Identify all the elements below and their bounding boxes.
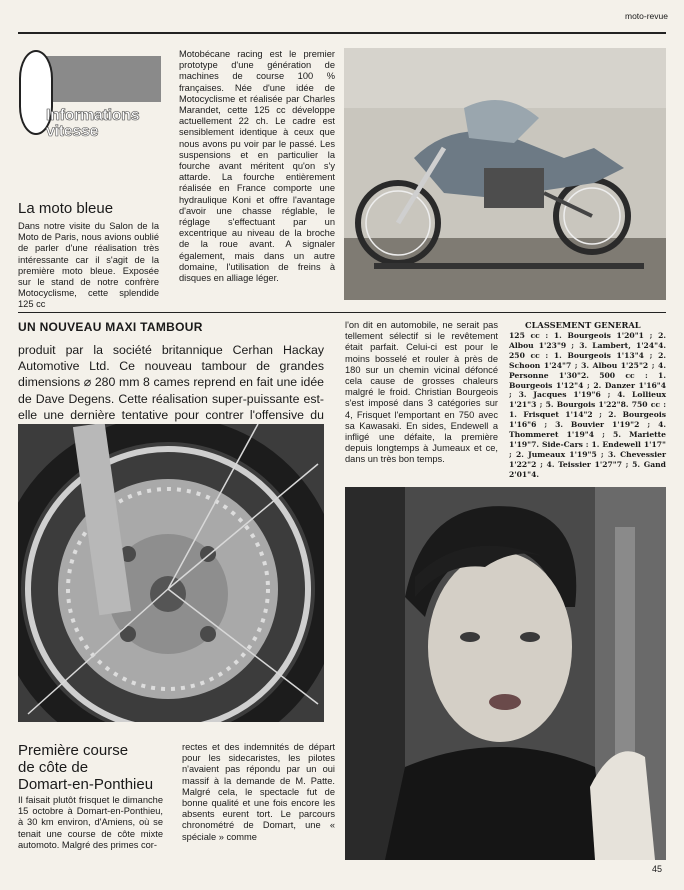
article-title-maxi-tambour: UN NOUVEAU MAXI TAMBOUR <box>18 320 203 334</box>
title-line3: Domart-en-Ponthieu <box>18 776 154 793</box>
title-line1: Première course <box>18 742 129 759</box>
magazine-name: moto-revue <box>625 11 668 21</box>
photo-blue-motorcycle <box>344 48 666 300</box>
article-title-premiere-course <box>18 742 153 793</box>
article-moto-bleue-col1: Dans notre visite du Salon de la Moto de Paris, nous avions oublié de parler d'une réalisation très intéressante car il s'agit de la première moto bleue. Exposée sur le stand de notre confrère Motocyclisme, cette splendide 125 cc <box>18 221 159 310</box>
article-maxi-tambour-body: produit par la société britannique Cerhan Hackay Automotive Ltd. Ce nouveau tambour de grandes dimensions ⌀ 280 mm 8 cames reprend en fait une idée de Dave Degens. Cette réalisation super-puissante est-elle une dernière tentative pour contrer l'offensive du <box>18 343 324 422</box>
logo-line2: vitesse <box>46 123 99 140</box>
title-line2: de côte de <box>18 759 89 776</box>
article-course-col2: rectes et des indemnités de départ pour les sidecaristes, les pilotes n'avaient pas répondu par un oui massif à la demande de M. Patte. Malgré cela, le spectacle fut de bonne qualité et une fois encore les absents eurent tort. Le parcours chronométré de Domart, une « spéciale » comme <box>182 742 335 842</box>
photo-rider-portrait <box>345 487 666 860</box>
article-moto-bleue-col2: Motobécane racing est le premier prototype d'une génération de machines de course 100 % françaises. Née d'une idée de Motocyclisme et réalisée par Charles Marandet, cette 125 cc développe actuellement 22 ch. Le cadre est sensiblement identique à ceux que nous avons pu voir par le passé. Les suspensions et en particulier la fourche avant méritent qu'on s'y attarde. La fourche entièrement réalisée en France comporte une hydraulique Koni et offre l'avantage d'avoir une chasse réglable, le réglage s'effectuant par un excentrique au niveau de la broche de la roue avant. A signaler également, mais dans un autre domaine, l'utilisation de freins à disques en alliage léger. <box>179 49 335 284</box>
page-number: 45 <box>651 864 662 874</box>
article-course-col3: l'on dit en automobile, ne serait pas tellement sélectif si le revêtement était parfait. Celui-ci est pour le moins bosselé et rouler à près de 180 sur un chemin vicinal défoncé cela cause de grosses chaleurs malgré le froid. Christian Bourgeois s'est imposé dans 3 catégories sur 4, Frisquet l'emportant en 750 avec sa Kawasaki. En sides, Endewell a infligé une défaite, la première depuis longtemps à Jumeaux et ce, dans un très bon temps. <box>345 320 498 465</box>
results-title: CLASSEMENT GENERAL <box>525 320 641 330</box>
article-title-moto-bleue: La moto bleue <box>18 200 114 217</box>
logo-line1: Informations <box>46 107 140 124</box>
section-logo <box>19 50 155 140</box>
results-text: 125 cc : 1. Bourgeois 1'20"1 ; 2. Albou 1'23"9 ; 3. Lambert, 1'24"4. 250 cc : 1. Bourgeois 1'13"4 ; 2. Schoon 1'24"7 ; 3. Albou 1'25"2 ; 4. Personne 1'30"2. 500 cc : 1. Bourgeois 1'12"4 ; 2. Danzer 1'16"4 ; 3. Jacques 1'19"6 ; 4. Lollieux 1'21"3 ; 5. Bourgois 1'22"8. 750 cc : 1. Frisquet 1'14"2 ; 2. Bourgeois 1'16"6 ; 3. Bouvier 1'19"2 ; 4. Thommeret 1'19"4 ; 5. Mariette 1'19"7. Side-Cars : 1. Endewell 1'17" ; 2. Jumeaux 1'19"5 ; 3. Chevessier 1'22"2 ; 4. Teissier 1'27"7 ; 5. Gand 2'01"4. <box>509 331 666 479</box>
logo-band <box>39 56 161 102</box>
middle-rule <box>18 312 666 313</box>
photo-drum-brake <box>18 424 324 722</box>
article-course-col1: Il faisait plutôt frisquet le dimanche 15 octobre à Domart-en-Ponthieu, à 30 km environ, d'Amiens, où se tenait une course de côte mixte automoto. Malgré des primes cor- <box>18 795 163 850</box>
top-rule <box>18 32 666 34</box>
